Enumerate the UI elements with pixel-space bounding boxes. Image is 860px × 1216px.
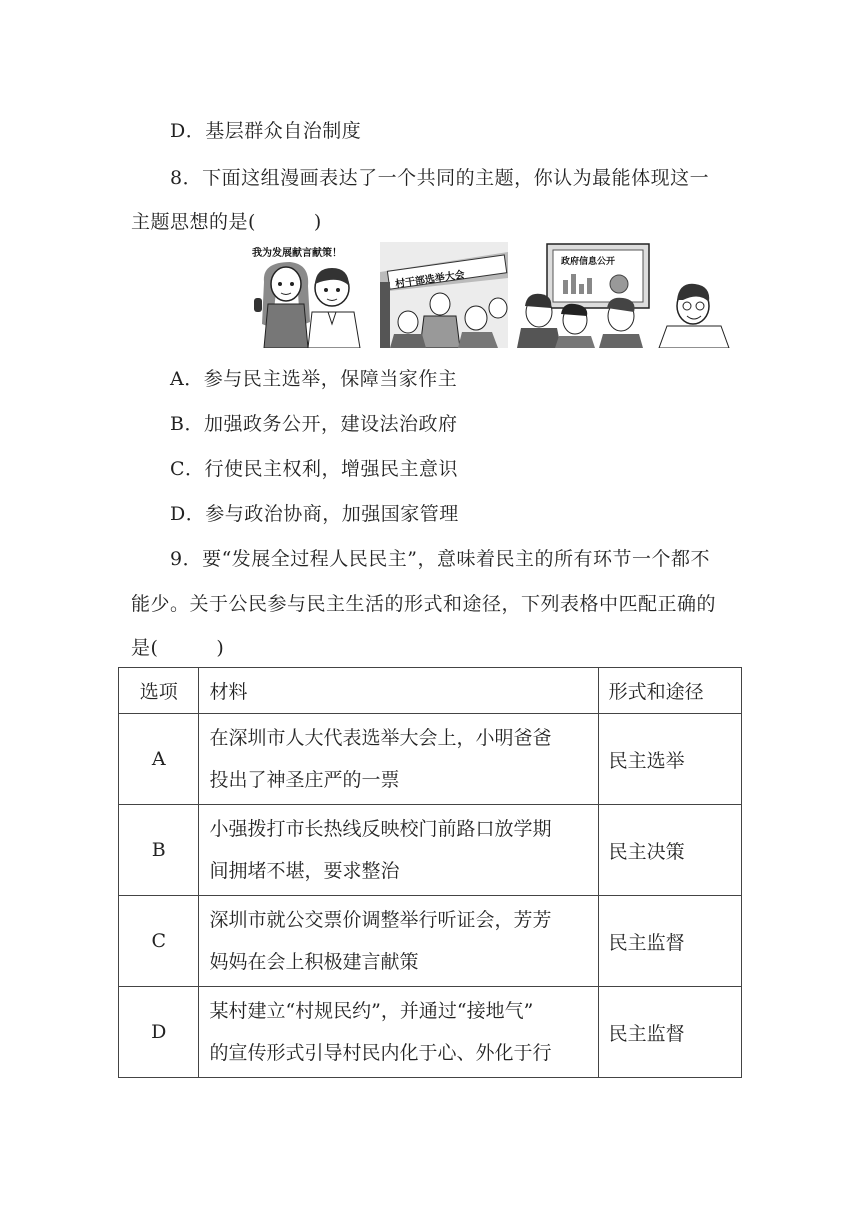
header-form: 形式和途径 [598, 668, 741, 714]
table-row [119, 714, 742, 805]
row-form: 民主监督 [598, 896, 741, 987]
cartoon-panel-3 [517, 242, 730, 348]
table-row [119, 896, 742, 987]
q8-option-c: C．行使民主权利，增强民主意识 [170, 458, 459, 480]
row-option: C [119, 896, 199, 987]
header-material: 材料 [199, 668, 598, 714]
row-material: 某村建立“村规民约”，并通过“接地气” 的宣传形式引导村民内化于心、外化于行 [199, 987, 598, 1078]
row-form: 民主选举 [598, 714, 741, 805]
row-material: 深圳市就公交票价调整举行听证会，芳芳 妈妈在会上积极建言献策 [199, 896, 598, 987]
row-form: 民主决策 [598, 805, 741, 896]
q8-stem-line1: 8．下面这组漫画表达了一个共同的主题，你认为最能体现这一 [170, 167, 710, 189]
q8-option-a: A．参与民主选举，保障当家作主 [170, 368, 458, 390]
header-option: 选项 [119, 668, 199, 714]
panel2-banner: 村干部选举大会 [394, 269, 466, 291]
row-form: 民主监督 [598, 987, 741, 1078]
q8-option-b: B．加强政务公开，建设法治政府 [170, 413, 458, 435]
cartoon-panel-2 [380, 242, 508, 348]
row-material: 在深圳市人大代表选举大会上，小明爸爸 投出了神圣庄严的一票 [199, 714, 598, 805]
q7-option-d: D．基层群众自治制度 [170, 120, 362, 142]
q8-cartoon-strip [250, 242, 730, 348]
q8-stem-line2: 主题思想的是( ) [131, 211, 322, 233]
row-material: 小强拨打市长热线反映校门前路口放学期 间拥堵不堪，要求整治 [199, 805, 598, 896]
q9-table [118, 667, 742, 1078]
q8-option-d: D．参与政治协商，加强国家管理 [170, 503, 459, 525]
panel3-board: 政府信息公开 [561, 257, 616, 267]
table-row [119, 805, 742, 896]
table-header-row [119, 668, 742, 714]
panel1-caption: 我为发展献言献策！ [252, 248, 342, 259]
table-row [119, 987, 742, 1078]
q9-stem-line2: 能少。关于公民参与民主生活的形式和途径，下列表格中匹配正确的 [131, 593, 717, 615]
row-option: A [119, 714, 199, 805]
row-option: B [119, 805, 199, 896]
cartoon-panel-1 [250, 242, 370, 348]
row-option: D [119, 987, 199, 1078]
q9-stem-line3: 是( ) [131, 637, 225, 659]
q9-stem-line1: 9．要“发展全过程人民民主”，意味着民主的所有环节一个都不 [170, 548, 711, 570]
